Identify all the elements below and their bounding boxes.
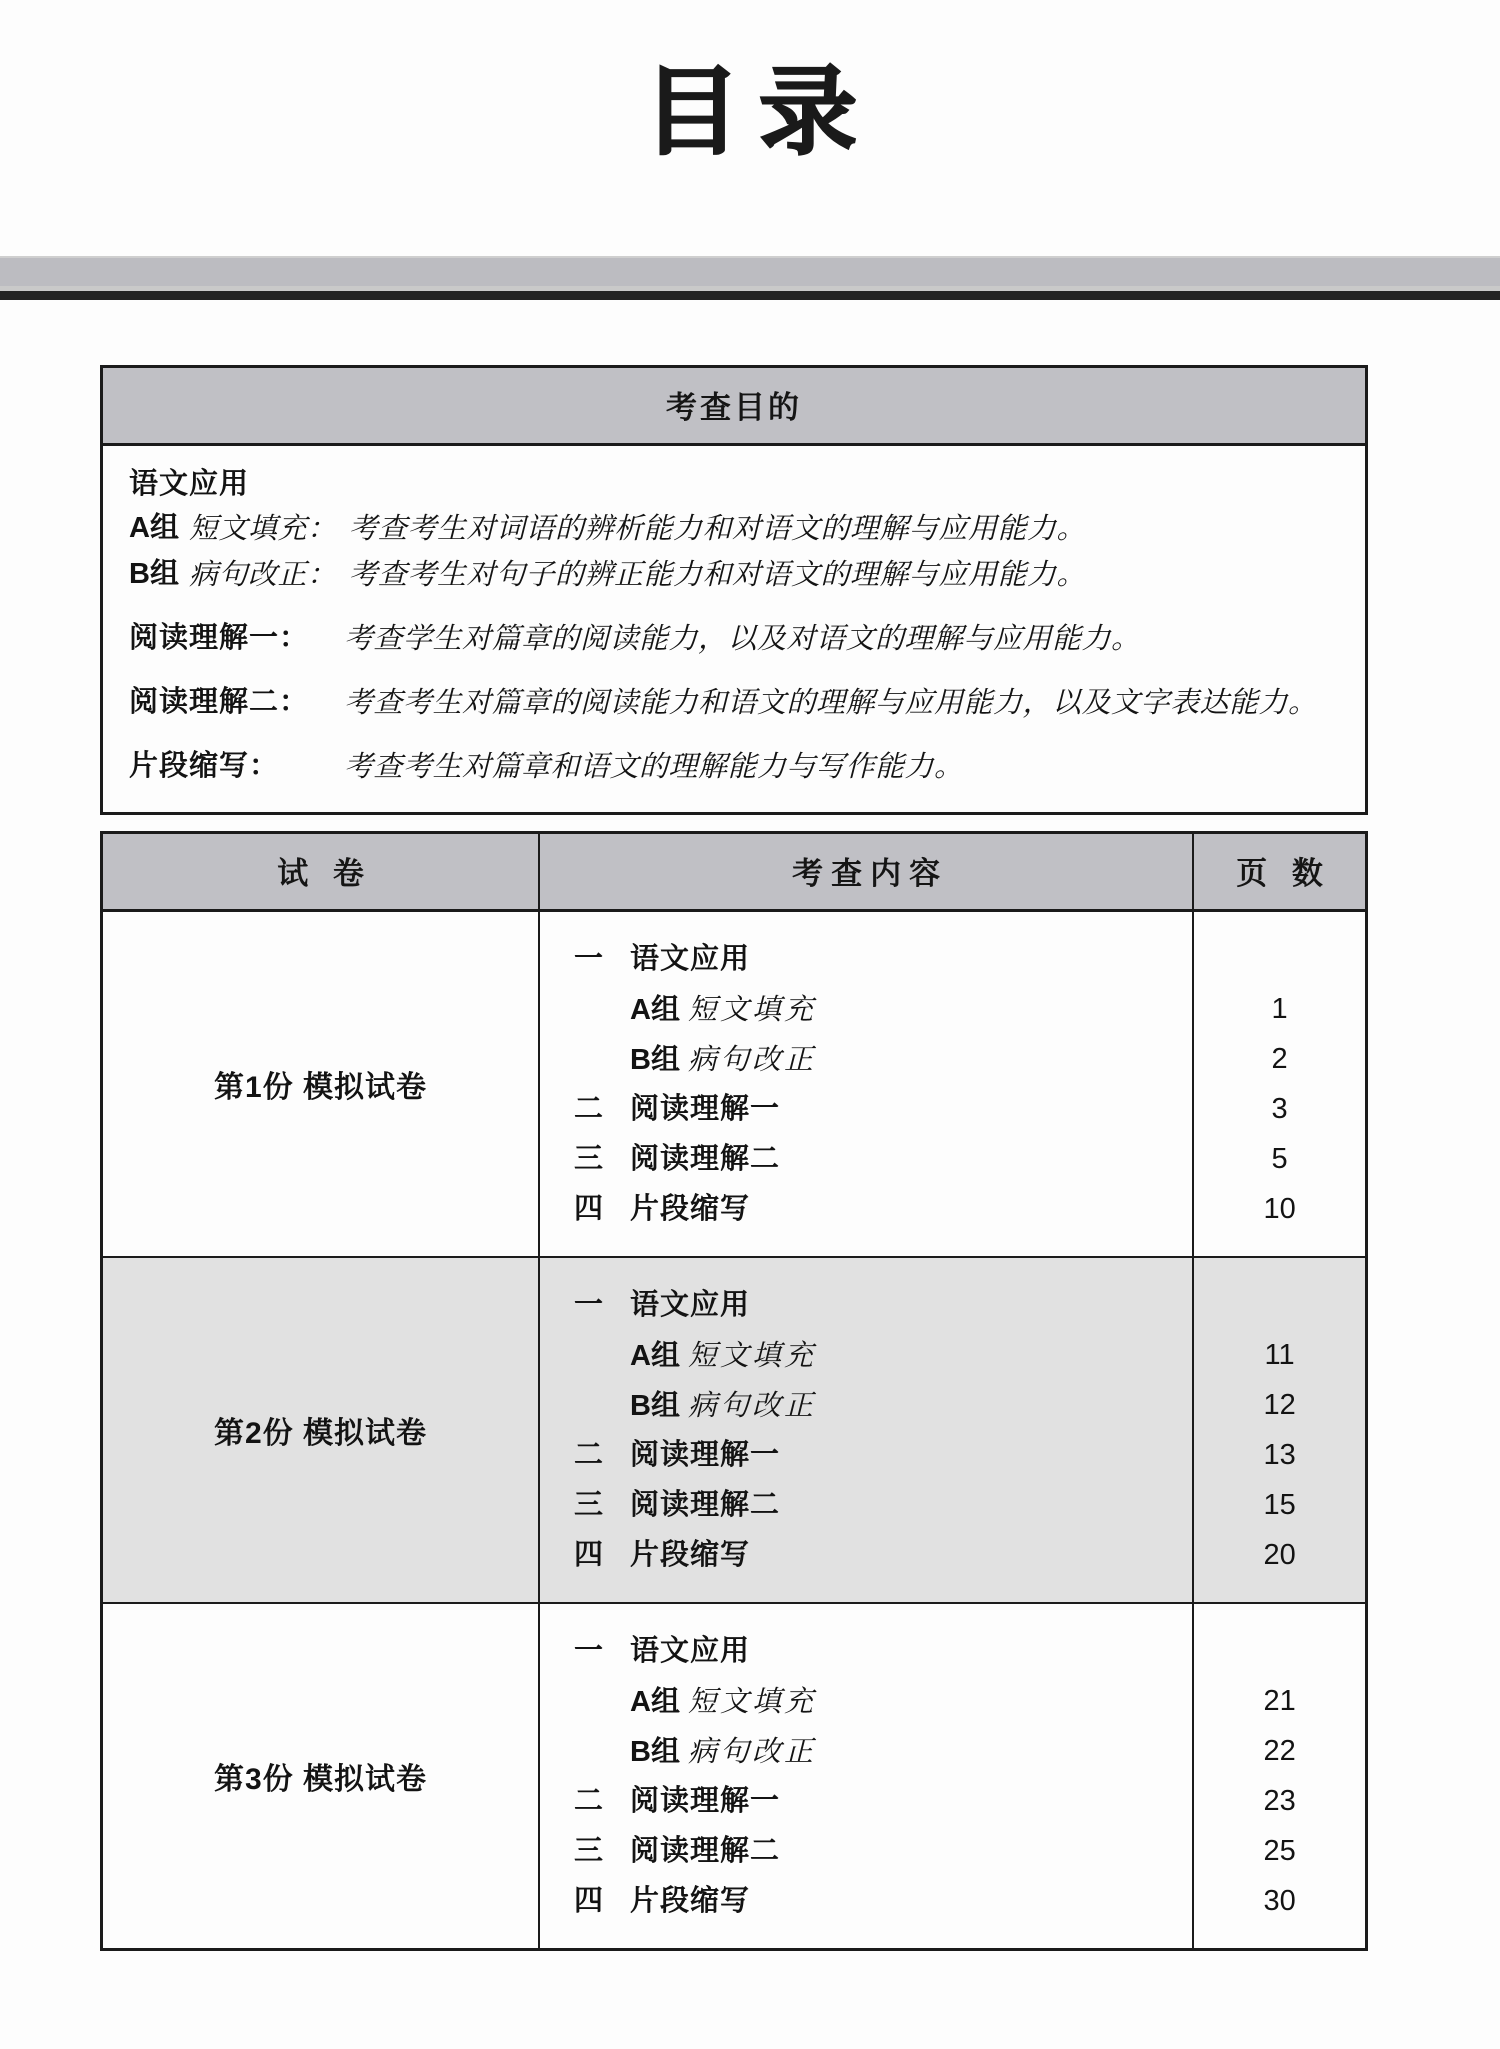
toc-entry-number: 二 [574,1439,604,1472]
purpose-item [129,552,1339,596]
table-row [102,911,1367,1258]
purpose-item-text: 考查考生对句子的辨正能力和对语文的理解与应用能力。 [348,557,1086,592]
purpose-item [129,506,1339,550]
toc-entry-group: B组 [630,1044,680,1077]
toc-entry-label: 病句改正 [688,1042,817,1077]
purpose-box-body [103,446,1365,812]
page-number: 21 [1263,1685,1296,1718]
toc-entry[interactable] [574,1726,1192,1776]
page-number: 25 [1263,1835,1296,1868]
purpose-item [129,616,1339,660]
toc-header-page: 页 数 [1193,833,1366,911]
page-number: 10 [1263,1193,1296,1226]
toc-entry[interactable] [574,1280,1192,1330]
toc-entry-label: 阅读理解一 [630,1785,781,1818]
toc-header-paper: 试 卷 [102,833,540,911]
toc-entry-group: A组 [630,994,680,1027]
purpose-item-sublabel: 短文填充： [188,511,337,546]
purpose-item [129,680,1339,724]
page-number: 23 [1263,1785,1296,1818]
toc-entry-number: 四 [574,1539,604,1572]
purpose-item-text: 考查考生对词语的辨析能力和对语文的理解与应用能力。 [348,511,1086,546]
paper-title-cell: 第3份 模拟试卷 [102,1603,540,1950]
toc-entry[interactable] [574,1676,1192,1726]
paper-title-cell: 第2份 模拟试卷 [102,1257,540,1603]
page-number-cell [1193,911,1366,1258]
toc-entry-label: 片段缩写 [630,1193,751,1226]
purpose-box-header: 考查目的 [103,368,1365,446]
page-title: 目录 [642,55,876,168]
toc-entry-number: 三 [574,1835,604,1868]
toc-entry-number: 四 [574,1193,604,1226]
toc-entry-number: 二 [574,1785,604,1818]
toc-entry-number: 一 [574,1635,604,1668]
purpose-item-label: 片段缩写： [129,750,280,783]
toc-entry-label: 语文应用 [630,943,751,976]
page-number: 30 [1263,1885,1296,1918]
paper-title-cell: 第1份 模拟试卷 [102,911,540,1258]
toc-entry[interactable] [574,1380,1192,1430]
toc-entry-number: 二 [574,1093,604,1126]
toc-entry-number: 一 [574,1289,604,1322]
toc-entry[interactable] [574,1430,1192,1480]
purpose-item-text: 考查考生对篇章的阅读能力和语文的理解与应用能力，以及文字表达能力。 [344,685,1318,720]
toc-entry-number: 三 [574,1143,604,1176]
toc-entry-label: 语文应用 [630,1289,751,1322]
rule-gray-band [0,258,1500,286]
toc-entry[interactable] [574,1480,1192,1530]
purpose-item-label: 阅读理解二： [129,686,310,719]
toc-entry-label: 片段缩写 [630,1539,751,1572]
toc-entry-group: B组 [630,1736,680,1769]
content-area [100,365,1368,1951]
toc-entry-group: B组 [630,1390,680,1423]
content-list-cell [539,911,1193,1258]
page-number-cell [1193,1603,1366,1950]
purpose-item-text: 考查学生对篇章的阅读能力，以及对语文的理解与应用能力。 [344,621,1141,656]
page-number-spacer [1194,934,1365,984]
toc-entry[interactable] [574,1184,1192,1234]
toc-entry-label: 语文应用 [630,1635,751,1668]
page-number: 5 [1271,1143,1288,1176]
page-number: 2 [1271,1043,1288,1076]
toc-entry-label: 短文填充 [688,1338,817,1373]
purpose-box [100,365,1368,815]
purpose-item-sublabel: 病句改正： [188,557,337,592]
toc-entry[interactable] [574,1084,1192,1134]
toc-entry[interactable] [574,934,1192,984]
page-number: 15 [1263,1489,1296,1522]
page-number: 22 [1263,1735,1296,1768]
toc-table [100,831,1368,1951]
table-row [102,1257,1367,1603]
toc-entry-label: 阅读理解二 [630,1143,781,1176]
toc-entry[interactable] [574,1776,1192,1826]
toc-entry[interactable] [574,1530,1192,1580]
rule-thick-line [0,291,1500,300]
decorative-rule [0,256,1500,300]
title-block [0,0,1500,168]
toc-header-row [102,833,1367,911]
toc-entry-label: 阅读理解二 [630,1489,781,1522]
purpose-item-text: 考查考生对篇章和语文的理解能力与写作能力。 [344,749,964,784]
page-number: 13 [1263,1439,1296,1472]
toc-entry-group: A组 [630,1340,680,1373]
toc-entry[interactable] [574,1826,1192,1876]
toc-entry-number: 四 [574,1885,604,1918]
toc-entry-label: 片段缩写 [630,1885,751,1918]
toc-entry-label: 阅读理解一 [630,1439,781,1472]
toc-entry[interactable] [574,984,1192,1034]
content-list-cell [539,1603,1193,1950]
purpose-item-label: B组 [129,558,179,591]
toc-header-content: 考查内容 [539,833,1193,911]
toc-entry-label: 阅读理解一 [630,1093,781,1126]
page-number-cell [1193,1257,1366,1603]
toc-entry-label: 短文填充 [688,992,817,1027]
page-number: 1 [1271,993,1288,1026]
purpose-section-heading: 语文应用 [129,468,250,500]
content-list-cell [539,1257,1193,1603]
page-number: 3 [1271,1093,1288,1126]
toc-entry[interactable] [574,1626,1192,1676]
toc-entry-number: 一 [574,943,604,976]
toc-table-head [102,833,1367,911]
toc-entry-label: 病句改正 [688,1734,817,1769]
toc-entry-number: 三 [574,1489,604,1522]
toc-entry-label: 病句改正 [688,1388,817,1423]
toc-entry-label: 阅读理解二 [630,1835,781,1868]
purpose-item-label: A组 [129,512,179,545]
purpose-item-label: 阅读理解一： [129,622,310,655]
page-number-spacer [1194,1626,1365,1676]
purpose-item [129,744,1339,788]
toc-entry-label: 短文填充 [688,1684,817,1719]
toc-entry-group: A组 [630,1686,680,1719]
page-number-spacer [1194,1280,1365,1330]
page-number: 12 [1263,1389,1296,1422]
table-row [102,1603,1367,1950]
toc-entry[interactable] [574,1134,1192,1184]
toc-entry[interactable] [574,1034,1192,1084]
page-number: 20 [1263,1539,1296,1572]
toc-entry[interactable] [574,1330,1192,1380]
toc-entry[interactable] [574,1876,1192,1926]
toc-table-body [102,911,1367,1950]
page-number: 11 [1264,1339,1295,1372]
